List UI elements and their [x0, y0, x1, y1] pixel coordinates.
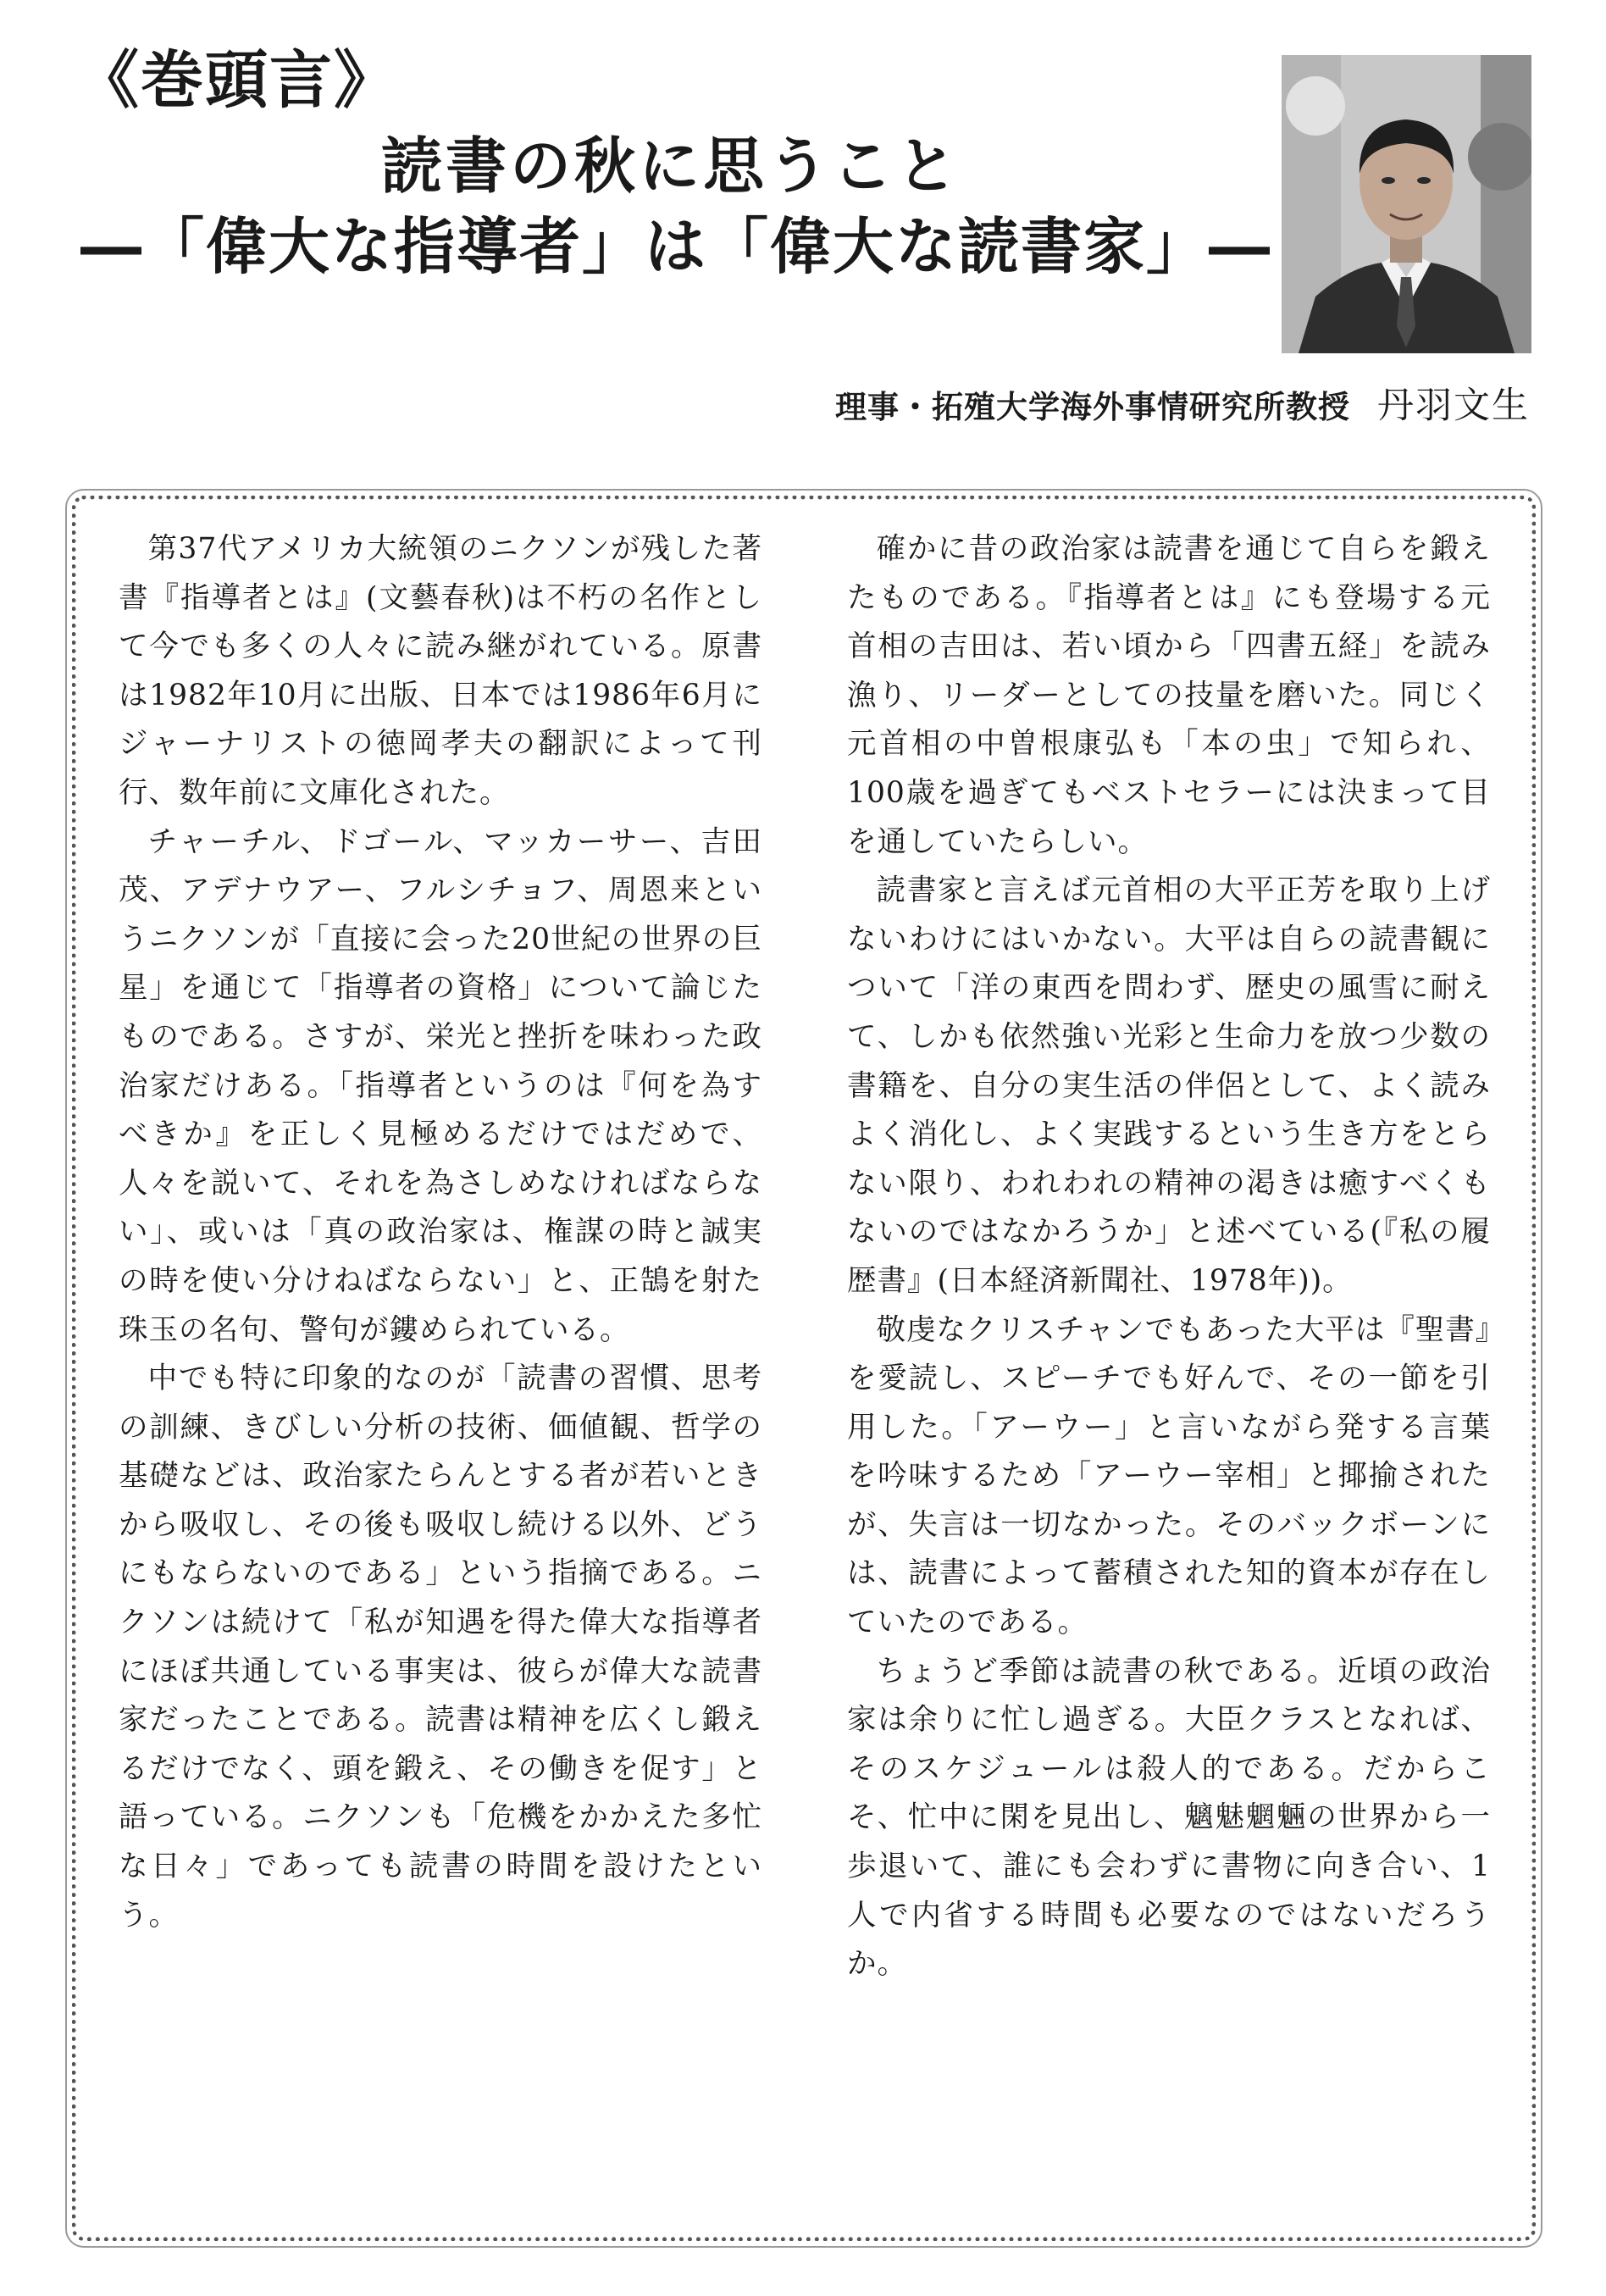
- author-name: 丹羽文生: [1377, 385, 1530, 427]
- paragraph: 第37代アメリカ大統領のニクソンが残した著書『指導者とは』(文藝春秋)は不朽の名作として今でも多くの人々に読み継がれている。原書は1982年10月に出版、日本では1986年6月にジャーナリストの徳岡孝夫の翻訳によって刊行、数年前に文庫化された。: [119, 532, 762, 810]
- article-column-left: [119, 525, 762, 1940]
- article-title: 読書の秋に思うこと: [381, 130, 961, 202]
- article-subtitle: ―「偉大な指導者」は「偉大な読書家」―: [80, 211, 1272, 282]
- paragraph: 中でも特に印象的なのが「読書の習慣、思考の訓練、きびしい分析の技術、価値観、哲学の基礎などは、政治家たらんとする者が若いときから吸収し、その後も吸収し続ける以外、どうにもならないのである」という指摘である。ニクソンは続けて「私が知遇を得た偉大な指導者にほぼ共通している事実は、彼らが偉大な読書家だったことである。読書は精神を広くし鍛えるだけでなく、頭を鍛え、その働きを促す」と語っている。ニクソンも「危機をかかえた多忙な日々」であっても読書の時間を設けたという。: [119, 1362, 762, 1933]
- paragraph: チャーチル、ドゴール、マッカーサー、吉田茂、アデナウアー、フルシチョフ、周恩来というニクソンが「直接に会った20世紀の世界の巨星」を通じて「指導者の資格」について論じたものである。さすが、栄光と挫折を味わった政治家だけある。「指導者というのは『何を為すべきか』を正しく見極めるだけではだめで、人々を説いて、それを為さしめなければならない」、或いは「真の政治家は、権謀の時と誠実の時を使い分けねばならない」と、正鵠を射た珠玉の名句、警句が鏤められている。: [119, 824, 762, 1347]
- paragraph: 確かに昔の政治家は読書を通じて自らを鍛えたものである。『指導者とは』にも登場する元首相の吉田は、若い頃から「四書五経」を読み漁り、リーダーとしての技量を磨いた。同じく元首相の中曽根康弘も「本の虫」で知られ、100歳を過ぎてもベストセラーには決まって目を通していたらしい。: [847, 532, 1491, 859]
- series-label: 《巻頭言》: [76, 44, 398, 117]
- byline: [835, 385, 1530, 427]
- paragraph: 読書家と言えば元首相の大平正芳を取り上げないわけにはいかない。大平は自らの読書観について「洋の東西を問わず、歴史の風雪に耐えて、しかも依然強い光彩と生命力を放つ少数の書籍を、自分の実生活の伴侶として、よく読みよく消化し、よく実践するという生き方をとらない限り、われわれの精神の渇きは癒すべくもないのではなかろうか」と述べている(『私の履歴書』(日本経済新聞社、1978年))。: [847, 873, 1491, 1298]
- author-portrait: [1282, 55, 1531, 353]
- article-column-right: [847, 525, 1491, 1989]
- paragraph: ちょうど季節は読書の秋である。近頃の政治家は余りに忙し過ぎる。大臣クラスとなれば、そのスケジュールは殺人的である。だからこそ、忙中に閑を見出し、魑魅魍魎の世界から一歩退いて、誰にも会わずに書物に向き合い、1人で内省する時間も必要なのではないだろうか。: [847, 1654, 1491, 1982]
- paragraph: 敬虔なクリスチャンでもあった大平は『聖書』を愛読し、スピーチでも好んで、その一節を引用した。「アーウー」と言いながら発する言葉を吟味するため「アーウー宰相」と揶揄されたが、失言は一切なかった。そのバックボーンには、読書によって蓄積された知的資本が存在していたのである。: [847, 1312, 1491, 1640]
- author-affiliation: 理事・拓殖大学海外事情研究所教授: [835, 389, 1350, 425]
